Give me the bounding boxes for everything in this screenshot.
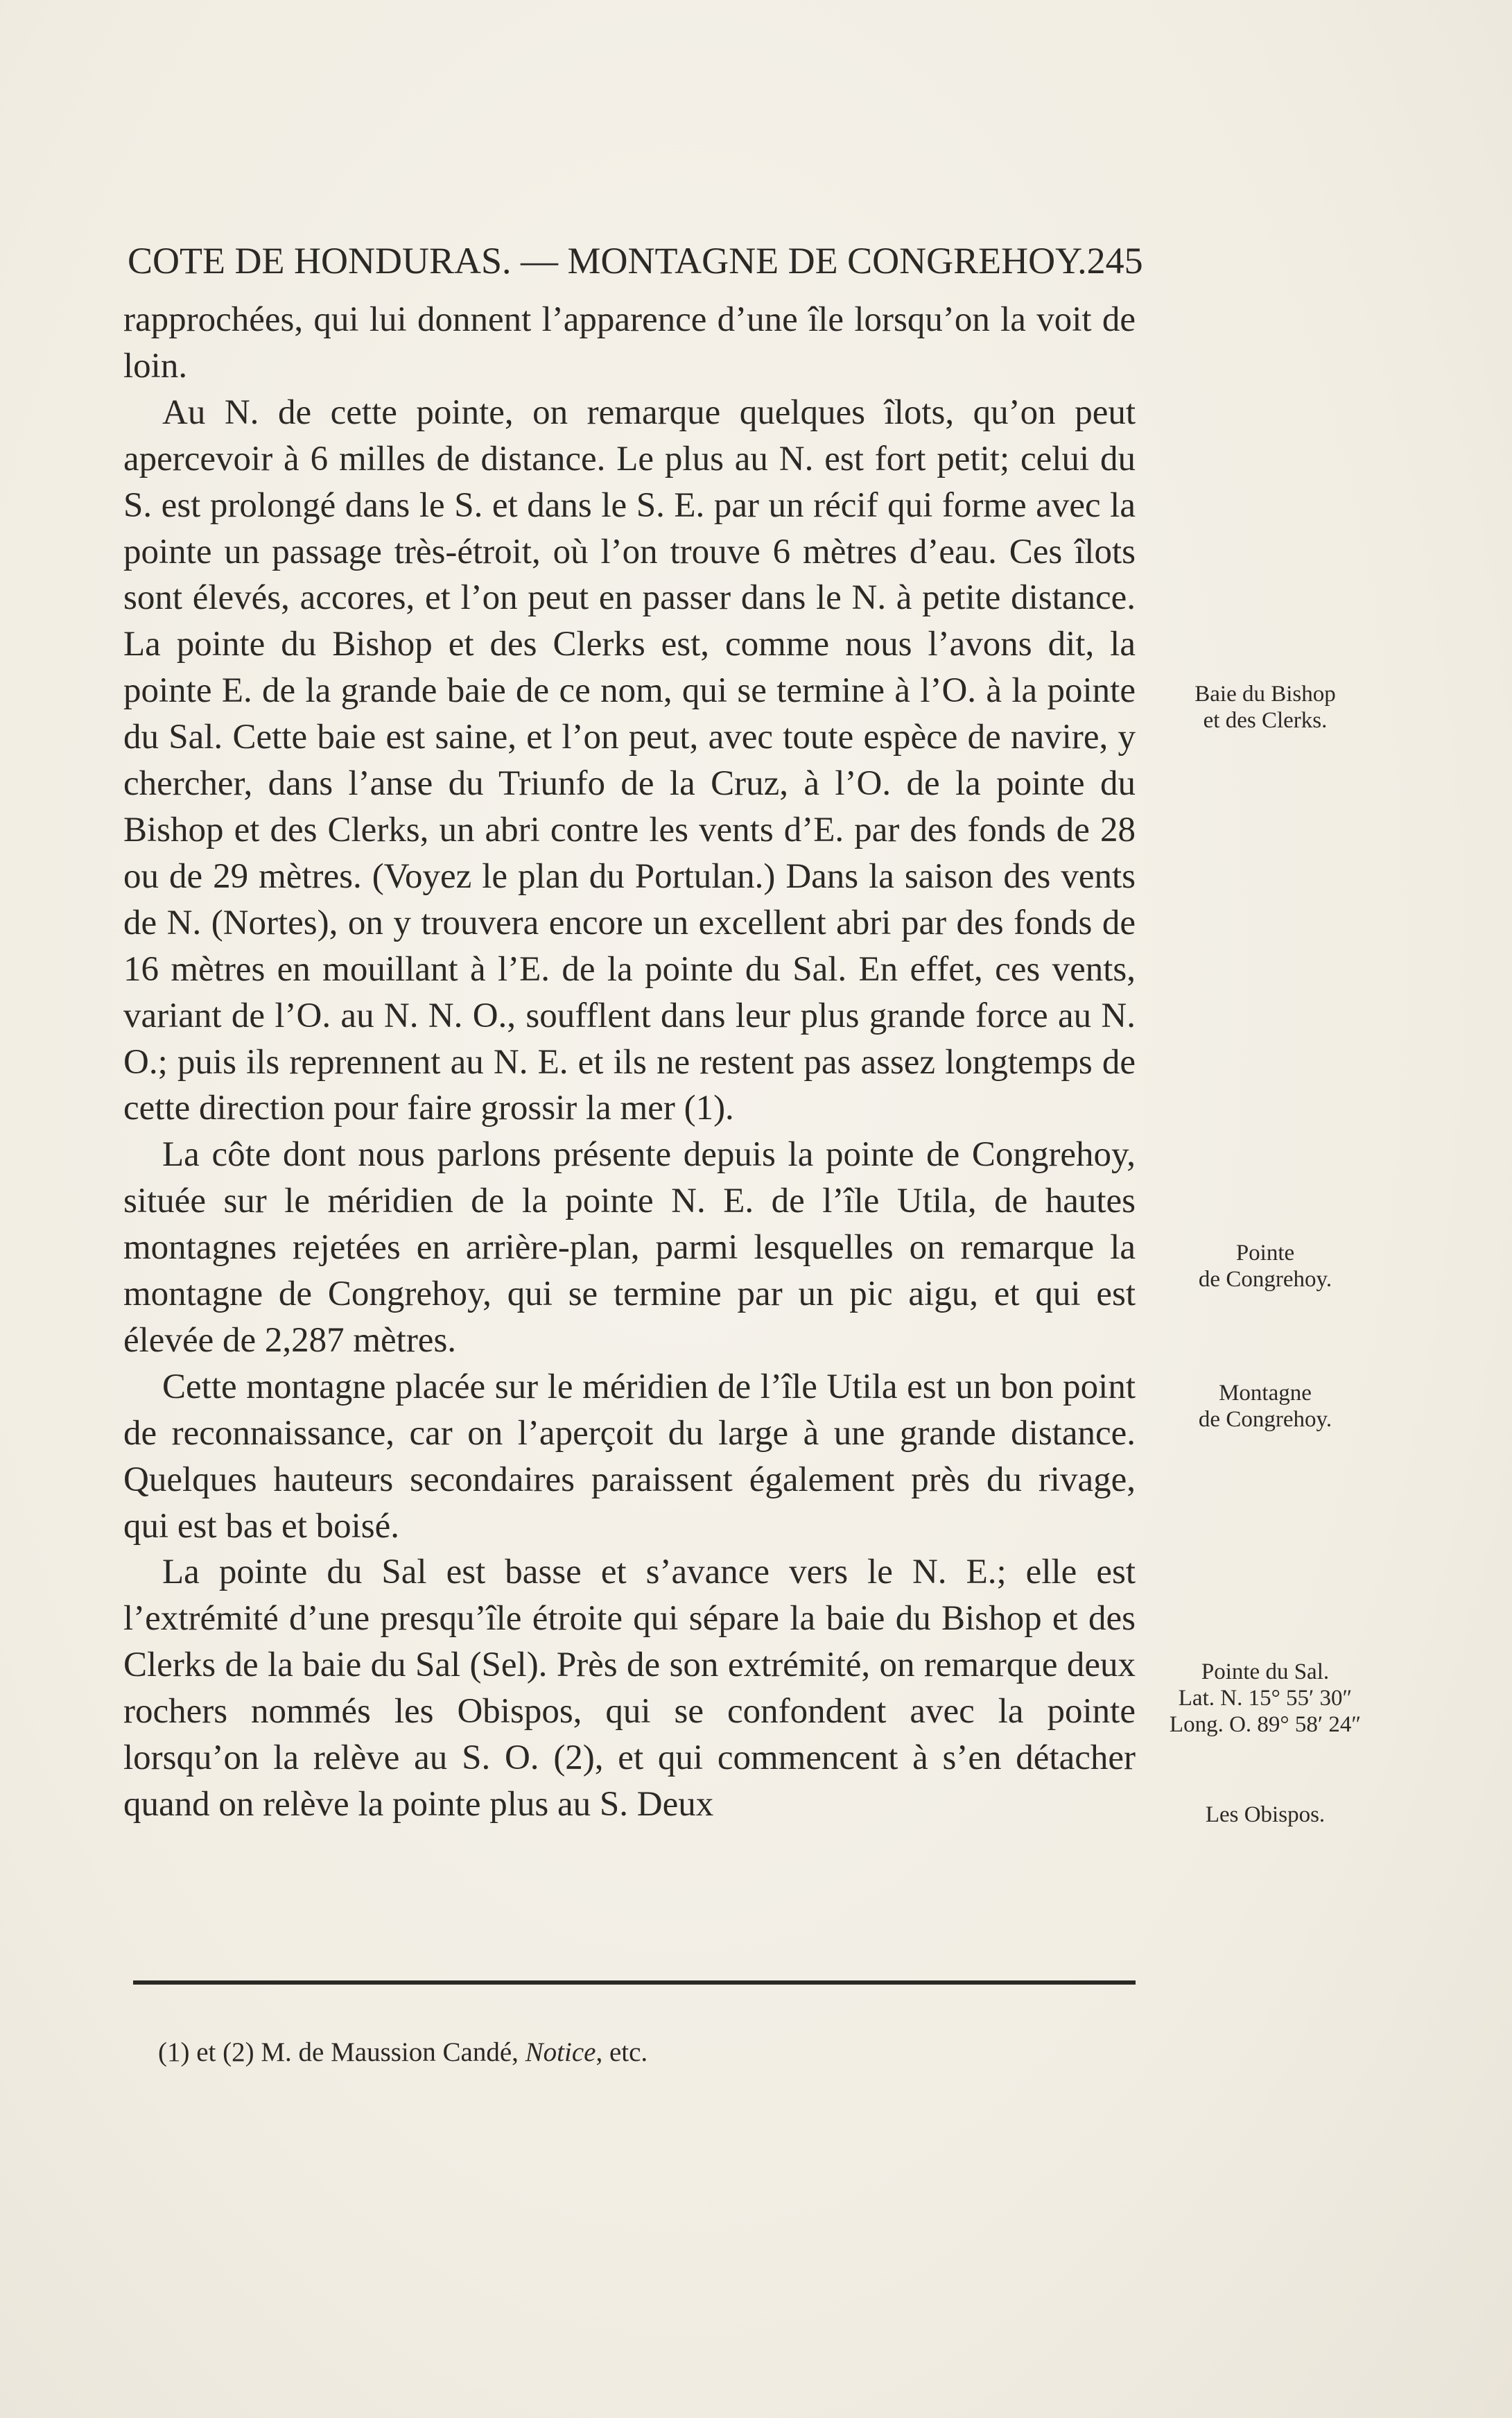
margin-note-obispos: Les Obispos.	[1205, 1802, 1326, 1827]
paragraph-cote: La côte dont nous parlons présente depuis la pointe de Congrehoy, située sur le méridien de la pointe N. E. de l’île Utila, de hautes montagnes rejetées en arrière-plan, parmi lesquelles on remarque la montagne de Congrehoy, qui se termine par un pic aigu, et qui est élevée de 2,287 mètres.	[123, 1135, 1136, 1360]
header-title: COTE DE HONDURAS. — MONTAGNE DE CONGREHOY.	[128, 240, 1087, 282]
running-header	[128, 233, 1143, 288]
page-number: 245	[1086, 240, 1143, 282]
paragraph-ilots: Au N. de cette pointe, on remarque quelques îlots, qu’on peut apercevoir à 6 milles de distance. Le plus au N. est fort petit; celui du S. est prolongé dans le S. et dans le S. E. par un récif qui forme avec la pointe un passage très-étroit, où l’on trouve 6 mètres d’eau. Ces îlots sont élevés, accores, et l’on peut en passer dans le N. à petite distance. La pointe du Bishop et des Clerks est, comme nous l’avons dit, la pointe E. de la grande baie de ce nom, qui se termine à l’O. à la pointe du Sal. Cette baie est saine, et l’on peut, avec toute espèce de navire, y chercher, dans l’anse du Triunfo de la Cruz, à l’O. de la pointe du Bishop et des Clerks, un abri contre les vents d’E. par des fonds de 28 ou de 29 mètres. (Voyez le plan du Portulan.) Dans la saison des vents de N. (Nortes), on y trouvera encore un excellent abri par des fonds de 16 mètres en mouillant à l’E. de la pointe du Sal. En effet, ces vents, variant de l’O. au N. N. O., soufflent dans leur plus grande force au N. O.; puis ils reprennent au N. E. et ils ne restent pas assez longtemps de cette direction pour faire grossir la mer (1).	[123, 392, 1136, 1128]
margin-note-pointe-congrehoy: Pointe de Congrehoy.	[1198, 1241, 1332, 1292]
paragraph-continuation: rapprochées, qui lui donnent l’apparence d’une île lorsqu’on la voit de loin.	[123, 300, 1136, 386]
footnote-rule	[133, 1980, 1136, 1985]
margin-note-montagne-congrehoy: Montagne de Congrehoy.	[1198, 1381, 1332, 1432]
body-text	[123, 297, 1136, 1828]
paragraph-montagne: Cette montagne placée sur le méridien de l’île Utila est un bon point de reconnaissance, car on l’aperçoit du large à une grande distance. Quelques hauteurs secondaires paraissent également près du rivage, qui est bas et boisé.	[123, 1367, 1136, 1546]
paragraph-pointe-sal: La pointe du Sal est basse et s’avance vers le N. E.; elle est l’extrémité d’une presqu’île étroite qui sépare la baie du Bishop et des Clerks de la baie du Sal (Sel). Près de son extrémité, on remarque deux rochers nommés les Obispos, qui se confondent avec la pointe lorsqu’on la relève au S. O. (2), et qui commencent à s’en détacher quand on relève la pointe plus au S. Deux	[123, 1553, 1136, 1824]
margin-note-baie-bishop: Baie du Bishop et des Clerks.	[1194, 682, 1336, 733]
margin-note-pointe-sal: Pointe du Sal. Lat. N. 15° 55′ 30″ Long. O. 89° 58′ 24″	[1169, 1659, 1362, 1737]
footnote: (1) et (2) M. de Maussion Candé, Notice, etc.	[158, 2037, 648, 2067]
